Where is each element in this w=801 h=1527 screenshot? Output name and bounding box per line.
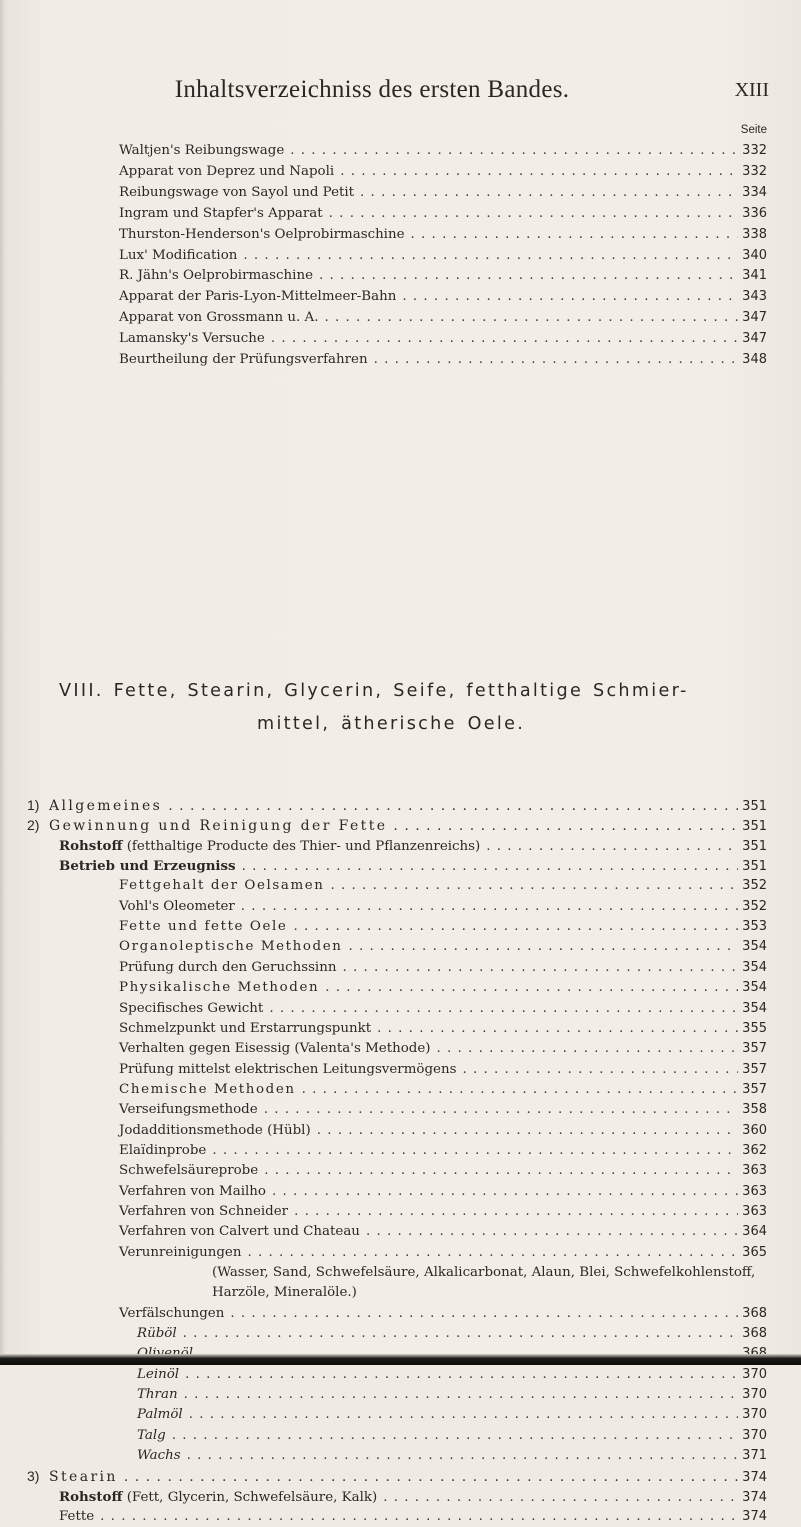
toc-entry-page: 355 bbox=[742, 1020, 767, 1036]
toc-entry-page: 343 bbox=[742, 289, 767, 305]
toc-entry-page: 363 bbox=[742, 1183, 767, 1199]
leader-dots bbox=[342, 958, 738, 978]
toc-entry-text: Stearin bbox=[49, 1469, 118, 1486]
toc-entry-label bbox=[137, 1385, 178, 1405]
toc-entry-text: Prüfung durch den Geruchssinn bbox=[119, 959, 337, 975]
leader-dots bbox=[402, 287, 738, 307]
leader-dots bbox=[264, 1161, 738, 1181]
toc-entry-text: Reibungswage von Sayol und Petit bbox=[119, 184, 355, 200]
toc-entry-label bbox=[119, 287, 396, 307]
toc-entry-text: Verfahren von Calvert und Chateau bbox=[119, 1224, 360, 1240]
toc-entry bbox=[119, 937, 767, 957]
toc-entry bbox=[119, 1019, 767, 1039]
leader-dots bbox=[486, 837, 738, 857]
toc-entry-text: Ingram und Stapfer's Apparat bbox=[119, 205, 323, 221]
toc-entry-page: 347 bbox=[742, 331, 767, 347]
toc-entry bbox=[137, 1365, 767, 1385]
toc-entry bbox=[137, 1405, 767, 1425]
toc-entry bbox=[137, 1385, 767, 1405]
leader-dots bbox=[124, 1467, 738, 1487]
toc-entry-text: Fette und fette Oele bbox=[119, 919, 288, 935]
chapter-heading bbox=[59, 675, 771, 742]
toc-entry-label bbox=[137, 1446, 181, 1466]
toc-entry-text: Fettgehalt der Oelsamen bbox=[119, 878, 325, 894]
toc-entry-label bbox=[119, 204, 323, 224]
toc-entry bbox=[119, 183, 767, 203]
leader-dots bbox=[271, 329, 738, 349]
toc-entry-text: Prüfung mittelst elektrischen Leitungsvermögens bbox=[119, 1061, 457, 1077]
toc-entry-label bbox=[119, 999, 263, 1019]
toc-entry bbox=[59, 1487, 767, 1507]
toc-entry-label bbox=[119, 308, 318, 328]
toc-entry bbox=[119, 162, 767, 182]
toc-entry-label bbox=[119, 1202, 288, 1222]
leader-dots bbox=[230, 1304, 738, 1324]
toc-entry bbox=[119, 141, 767, 161]
toc-entry-label bbox=[119, 958, 336, 978]
toc-entry-label bbox=[27, 815, 387, 836]
toc-entry-label bbox=[119, 183, 354, 203]
page-gutter-shadow bbox=[0, 0, 6, 1365]
leader-dots bbox=[348, 937, 738, 957]
leader-dots bbox=[100, 1507, 738, 1527]
leader-dots bbox=[366, 1222, 738, 1242]
toc-entry-page: 347 bbox=[742, 310, 767, 326]
toc-entry bbox=[119, 1039, 767, 1059]
leader-dots bbox=[437, 1039, 739, 1059]
leader-dots bbox=[324, 308, 738, 328]
toc-entry-page: 332 bbox=[742, 143, 767, 158]
page-number: XIII bbox=[734, 79, 769, 101]
toc-entry-label bbox=[119, 917, 287, 937]
toc-entry-page: 371 bbox=[742, 1448, 767, 1464]
toc-entry-page: 370 bbox=[742, 1387, 767, 1403]
leader-dots bbox=[325, 978, 738, 998]
toc-entry-label bbox=[119, 1039, 431, 1059]
toc-entry-page: 362 bbox=[742, 1142, 767, 1158]
toc-entry-label bbox=[119, 1304, 224, 1324]
toc-entry bbox=[119, 1100, 767, 1120]
toc-entry-page: 370 bbox=[742, 1407, 767, 1423]
toc-entry-bold-lead: Rohstoff bbox=[59, 837, 123, 854]
toc-entry-page: 336 bbox=[742, 205, 767, 221]
leader-dots bbox=[264, 1100, 738, 1120]
toc-entry-text: Verhalten gegen Eisessig (Valenta's Methode) bbox=[119, 1041, 431, 1057]
toc-entry-page: 363 bbox=[742, 1163, 767, 1179]
leader-dots bbox=[212, 1141, 738, 1161]
toc-entry-text: Physikalische Methoden bbox=[119, 980, 320, 996]
toc-entry-text: Allgemeines bbox=[49, 798, 163, 814]
section-number: 2) bbox=[27, 817, 40, 834]
leader-dots bbox=[302, 1080, 739, 1100]
leader-dots bbox=[329, 204, 739, 224]
toc-entry bbox=[119, 1161, 767, 1181]
leader-dots bbox=[374, 350, 739, 370]
toc-entry-label bbox=[119, 246, 237, 266]
toc-entry-page: 360 bbox=[742, 1122, 767, 1138]
toc-entry bbox=[59, 1507, 767, 1527]
toc-entry-label bbox=[59, 856, 236, 877]
toc-entry-label bbox=[27, 795, 162, 816]
toc-entry bbox=[119, 246, 767, 266]
toc-entry-page: 338 bbox=[742, 226, 767, 242]
toc-entry-rest: (fetthaltige Producte des Thier- und Pflanzenreichs) bbox=[122, 838, 481, 854]
toc-entry-text: Verfahren von Mailho bbox=[119, 1183, 266, 1199]
toc-entry-page: 332 bbox=[742, 163, 767, 179]
leader-dots bbox=[272, 1182, 738, 1202]
toc-entry-label bbox=[119, 162, 334, 182]
toc-entry-text: Leinöl bbox=[137, 1366, 180, 1382]
leader-dots bbox=[331, 876, 739, 896]
toc-entry bbox=[119, 978, 767, 998]
section-number: 3) bbox=[27, 1468, 40, 1485]
leader-dots bbox=[293, 917, 738, 937]
running-head-title: Inhaltsverzeichniss des ersten Bandes. bbox=[174, 76, 570, 103]
toc-entry-label bbox=[119, 937, 342, 957]
toc-entry bbox=[59, 836, 767, 856]
toc-entry-bold-lead: Rohstoff bbox=[59, 1488, 123, 1505]
leader-dots bbox=[243, 246, 738, 266]
toc-entry bbox=[119, 999, 767, 1019]
toc-entry-page: 354 bbox=[742, 980, 767, 996]
toc-entry-text: Schwefelsäureprobe bbox=[119, 1163, 259, 1179]
toc-entry bbox=[119, 308, 767, 328]
toc-entry-page: 370 bbox=[742, 1427, 767, 1443]
toc-entry-text: Waltjen's Reibungswage bbox=[119, 143, 285, 158]
toc-entry-label bbox=[137, 1324, 177, 1344]
toc-entry bbox=[119, 1304, 767, 1324]
toc-entry bbox=[119, 897, 767, 917]
toc-entry-label bbox=[119, 266, 313, 286]
leader-dots bbox=[290, 141, 738, 161]
toc-entry-page: 357 bbox=[742, 1041, 767, 1057]
toc-entry bbox=[119, 1080, 767, 1100]
toc-entry-text: R. Jähn's Oelprobirmaschine bbox=[119, 268, 313, 284]
section-number: 1) bbox=[27, 797, 40, 813]
toc-entry-text: Apparat von Grossmann u. A. bbox=[119, 310, 319, 326]
toc-entry-text: Gewinnung und Reinigung der Fette bbox=[49, 818, 388, 835]
leader-dots bbox=[242, 857, 739, 877]
toc-entry-text: Specifisches Gewicht bbox=[119, 1000, 264, 1016]
toc-entry-page: 351 bbox=[742, 838, 767, 854]
chapter-heading-line-1: VIII. Fette, Stearin, Glycerin, Seife, fetthaltige Schmier- bbox=[59, 681, 689, 701]
leader-dots bbox=[383, 1488, 738, 1508]
toc-entry-label bbox=[119, 350, 368, 370]
toc-entry bbox=[119, 350, 767, 370]
leader-dots bbox=[411, 225, 739, 245]
toc-entry-label bbox=[119, 1100, 258, 1120]
leader-dots bbox=[187, 1446, 739, 1466]
toc-entry-text: Apparat der Paris-Lyon-Mittelmeer-Bahn bbox=[119, 289, 397, 305]
toc-entry-label bbox=[119, 1080, 296, 1100]
toc-entry bbox=[119, 287, 767, 307]
toc-entry-label bbox=[119, 1182, 266, 1202]
toc-entry-text: Talg bbox=[137, 1427, 166, 1443]
toc-entry bbox=[59, 856, 767, 876]
toc-entry-page: 341 bbox=[742, 268, 767, 284]
toc-entry-label bbox=[137, 1405, 183, 1425]
toc-entry-page: 365 bbox=[742, 1244, 767, 1260]
toc-entry-page: 351 bbox=[742, 819, 767, 835]
toc-entry bbox=[119, 329, 767, 349]
leader-dots bbox=[340, 162, 738, 182]
toc-entry-page: 340 bbox=[742, 247, 767, 263]
running-head bbox=[0, 76, 801, 106]
toc-entry bbox=[27, 795, 767, 815]
toc-entry-label bbox=[137, 1365, 179, 1385]
toc-entry bbox=[27, 1466, 767, 1486]
toc-entry-text: Apparat von Deprez und Napoli bbox=[119, 163, 335, 179]
toc-entry-label bbox=[27, 1466, 118, 1487]
toc-entry-text: Chemische Methoden bbox=[119, 1081, 296, 1097]
toc-entry-page: 374 bbox=[742, 1489, 767, 1505]
leader-dots bbox=[241, 897, 738, 917]
toc-entry-page: 354 bbox=[742, 1000, 767, 1016]
toc-entry-text: Lux' Modification bbox=[119, 247, 238, 263]
toc-entry bbox=[119, 1060, 767, 1080]
toc-entry-page: 374 bbox=[742, 1470, 767, 1486]
toc-entry bbox=[119, 204, 767, 224]
toc-entry bbox=[119, 876, 767, 896]
toc-entry-text: Verseifungsmethode bbox=[119, 1102, 258, 1118]
toc-entry bbox=[119, 266, 767, 286]
toc-entry bbox=[27, 815, 767, 835]
toc-entry-text: Schmelzpunkt und Erstarrungspunkt bbox=[119, 1020, 372, 1036]
toc-entry-label bbox=[119, 1243, 241, 1263]
leader-dots bbox=[172, 1426, 738, 1446]
leader-dots bbox=[247, 1243, 738, 1263]
toc-entry bbox=[137, 1446, 767, 1466]
contaminants-note: (Wasser, Sand, Schwefelsäure, Alkalicarbonat, Alaun, Blei, Schwefelkohlenstoff, Harzöle, Mineralöle.) bbox=[212, 1265, 756, 1301]
toc-entry-page: 368 bbox=[742, 1305, 767, 1321]
leader-dots bbox=[377, 1019, 738, 1039]
toc-entry-text: Jodadditionsmethode (Hübl) bbox=[119, 1122, 311, 1138]
toc-entry-text: Wachs bbox=[137, 1448, 181, 1464]
leader-dots bbox=[189, 1405, 738, 1425]
toc-entry-label bbox=[59, 1507, 94, 1527]
seite-column-label: Seite bbox=[740, 124, 767, 136]
toc-entry-label bbox=[137, 1426, 166, 1446]
leader-dots bbox=[317, 1121, 738, 1141]
toc-entry bbox=[119, 1182, 767, 1202]
toc-entry-page: 352 bbox=[742, 898, 767, 914]
leader-dots bbox=[319, 266, 738, 286]
toc-entry bbox=[119, 958, 767, 978]
toc-entry-page: 354 bbox=[742, 939, 767, 955]
toc-entry-page: 364 bbox=[742, 1224, 767, 1240]
leader-dots bbox=[184, 1385, 739, 1405]
chapter-heading-line-2: mittel, ätherische Oele. bbox=[257, 714, 526, 735]
toc-entry-text: Organoleptische Methoden bbox=[119, 939, 343, 955]
toc-entry-label bbox=[119, 1019, 371, 1039]
toc-entry bbox=[119, 917, 767, 937]
toc-entry-label bbox=[119, 1121, 311, 1141]
leader-dots bbox=[462, 1060, 738, 1080]
toc-entry bbox=[119, 1222, 767, 1242]
toc-entry-label bbox=[119, 141, 284, 161]
toc-entry bbox=[119, 1243, 767, 1263]
leader-dots bbox=[168, 796, 738, 816]
toc-entry bbox=[119, 1141, 767, 1161]
leader-dots bbox=[360, 183, 738, 203]
toc-entry-text: Verunreinigungen bbox=[119, 1244, 242, 1260]
toc-entry-page: 363 bbox=[742, 1204, 767, 1219]
toc-entry-page: 348 bbox=[742, 352, 767, 367]
toc-entry-text: Vohl's Oleometer bbox=[119, 898, 235, 914]
toc-entry-text: Beurtheilung der Prüfungsverfahren bbox=[119, 352, 368, 367]
toc-entry-label bbox=[119, 876, 325, 896]
scan-edge-bar bbox=[0, 1354, 801, 1365]
toc-entry bbox=[119, 225, 767, 245]
toc-entry-page: 370 bbox=[742, 1366, 767, 1382]
leader-dots bbox=[269, 999, 738, 1019]
toc-entry-text: Lamansky's Versuche bbox=[119, 331, 265, 347]
toc-entry-label bbox=[119, 978, 319, 998]
toc-entry-label bbox=[119, 1060, 456, 1080]
leader-dots bbox=[294, 1202, 738, 1222]
toc-entry-page: 357 bbox=[742, 1061, 767, 1077]
toc-entry bbox=[137, 1324, 767, 1344]
toc-entry-page: 374 bbox=[742, 1509, 767, 1525]
toc-entry-label bbox=[119, 329, 265, 349]
toc-entry-text: Verfälschungen bbox=[119, 1305, 225, 1321]
toc-entry-text: Palmöl bbox=[137, 1407, 183, 1423]
toc-entry-page: 368 bbox=[742, 1326, 767, 1341]
toc-entry-label bbox=[59, 836, 480, 857]
toc-entry-page: 358 bbox=[742, 1102, 767, 1118]
toc-entry-label bbox=[59, 1487, 377, 1508]
toc-entry-rest: (Fett, Glycerin, Schwefelsäure, Kalk) bbox=[122, 1489, 378, 1505]
toc-entry-text: Thran bbox=[137, 1387, 178, 1403]
toc-entry-text: Verfahren von Schneider bbox=[119, 1204, 289, 1219]
toc-entry-page: 352 bbox=[742, 878, 767, 894]
toc-entry-page: 351 bbox=[742, 859, 767, 875]
leader-dots bbox=[393, 816, 738, 836]
toc-entry bbox=[119, 1121, 767, 1141]
toc-entry-label bbox=[119, 1141, 206, 1161]
toc-entry-text: Elaïdinprobe bbox=[119, 1142, 207, 1158]
toc-entry-label bbox=[119, 225, 405, 245]
toc-entry-label bbox=[119, 897, 235, 917]
toc-entry-text: Thurston-Henderson's Oelprobirmaschine bbox=[119, 226, 405, 242]
toc-entry-page: 354 bbox=[742, 959, 767, 975]
toc-entry-page: 357 bbox=[742, 1081, 767, 1097]
toc-entry bbox=[137, 1426, 767, 1446]
leader-dots bbox=[185, 1365, 738, 1385]
toc-entry-text: Fette bbox=[59, 1509, 95, 1525]
toc-entry-page: 334 bbox=[742, 184, 767, 200]
toc-entry-text: Betrieb und Erzeugniss bbox=[59, 858, 236, 875]
toc-entry-page: 351 bbox=[742, 799, 767, 814]
leader-dots bbox=[183, 1324, 739, 1344]
toc-entry-text: Rüböl bbox=[137, 1326, 177, 1341]
toc-entry-label bbox=[119, 1161, 258, 1181]
toc-entry-label bbox=[119, 1222, 360, 1242]
toc-entry-page: 353 bbox=[742, 919, 767, 935]
toc-entry bbox=[119, 1202, 767, 1222]
